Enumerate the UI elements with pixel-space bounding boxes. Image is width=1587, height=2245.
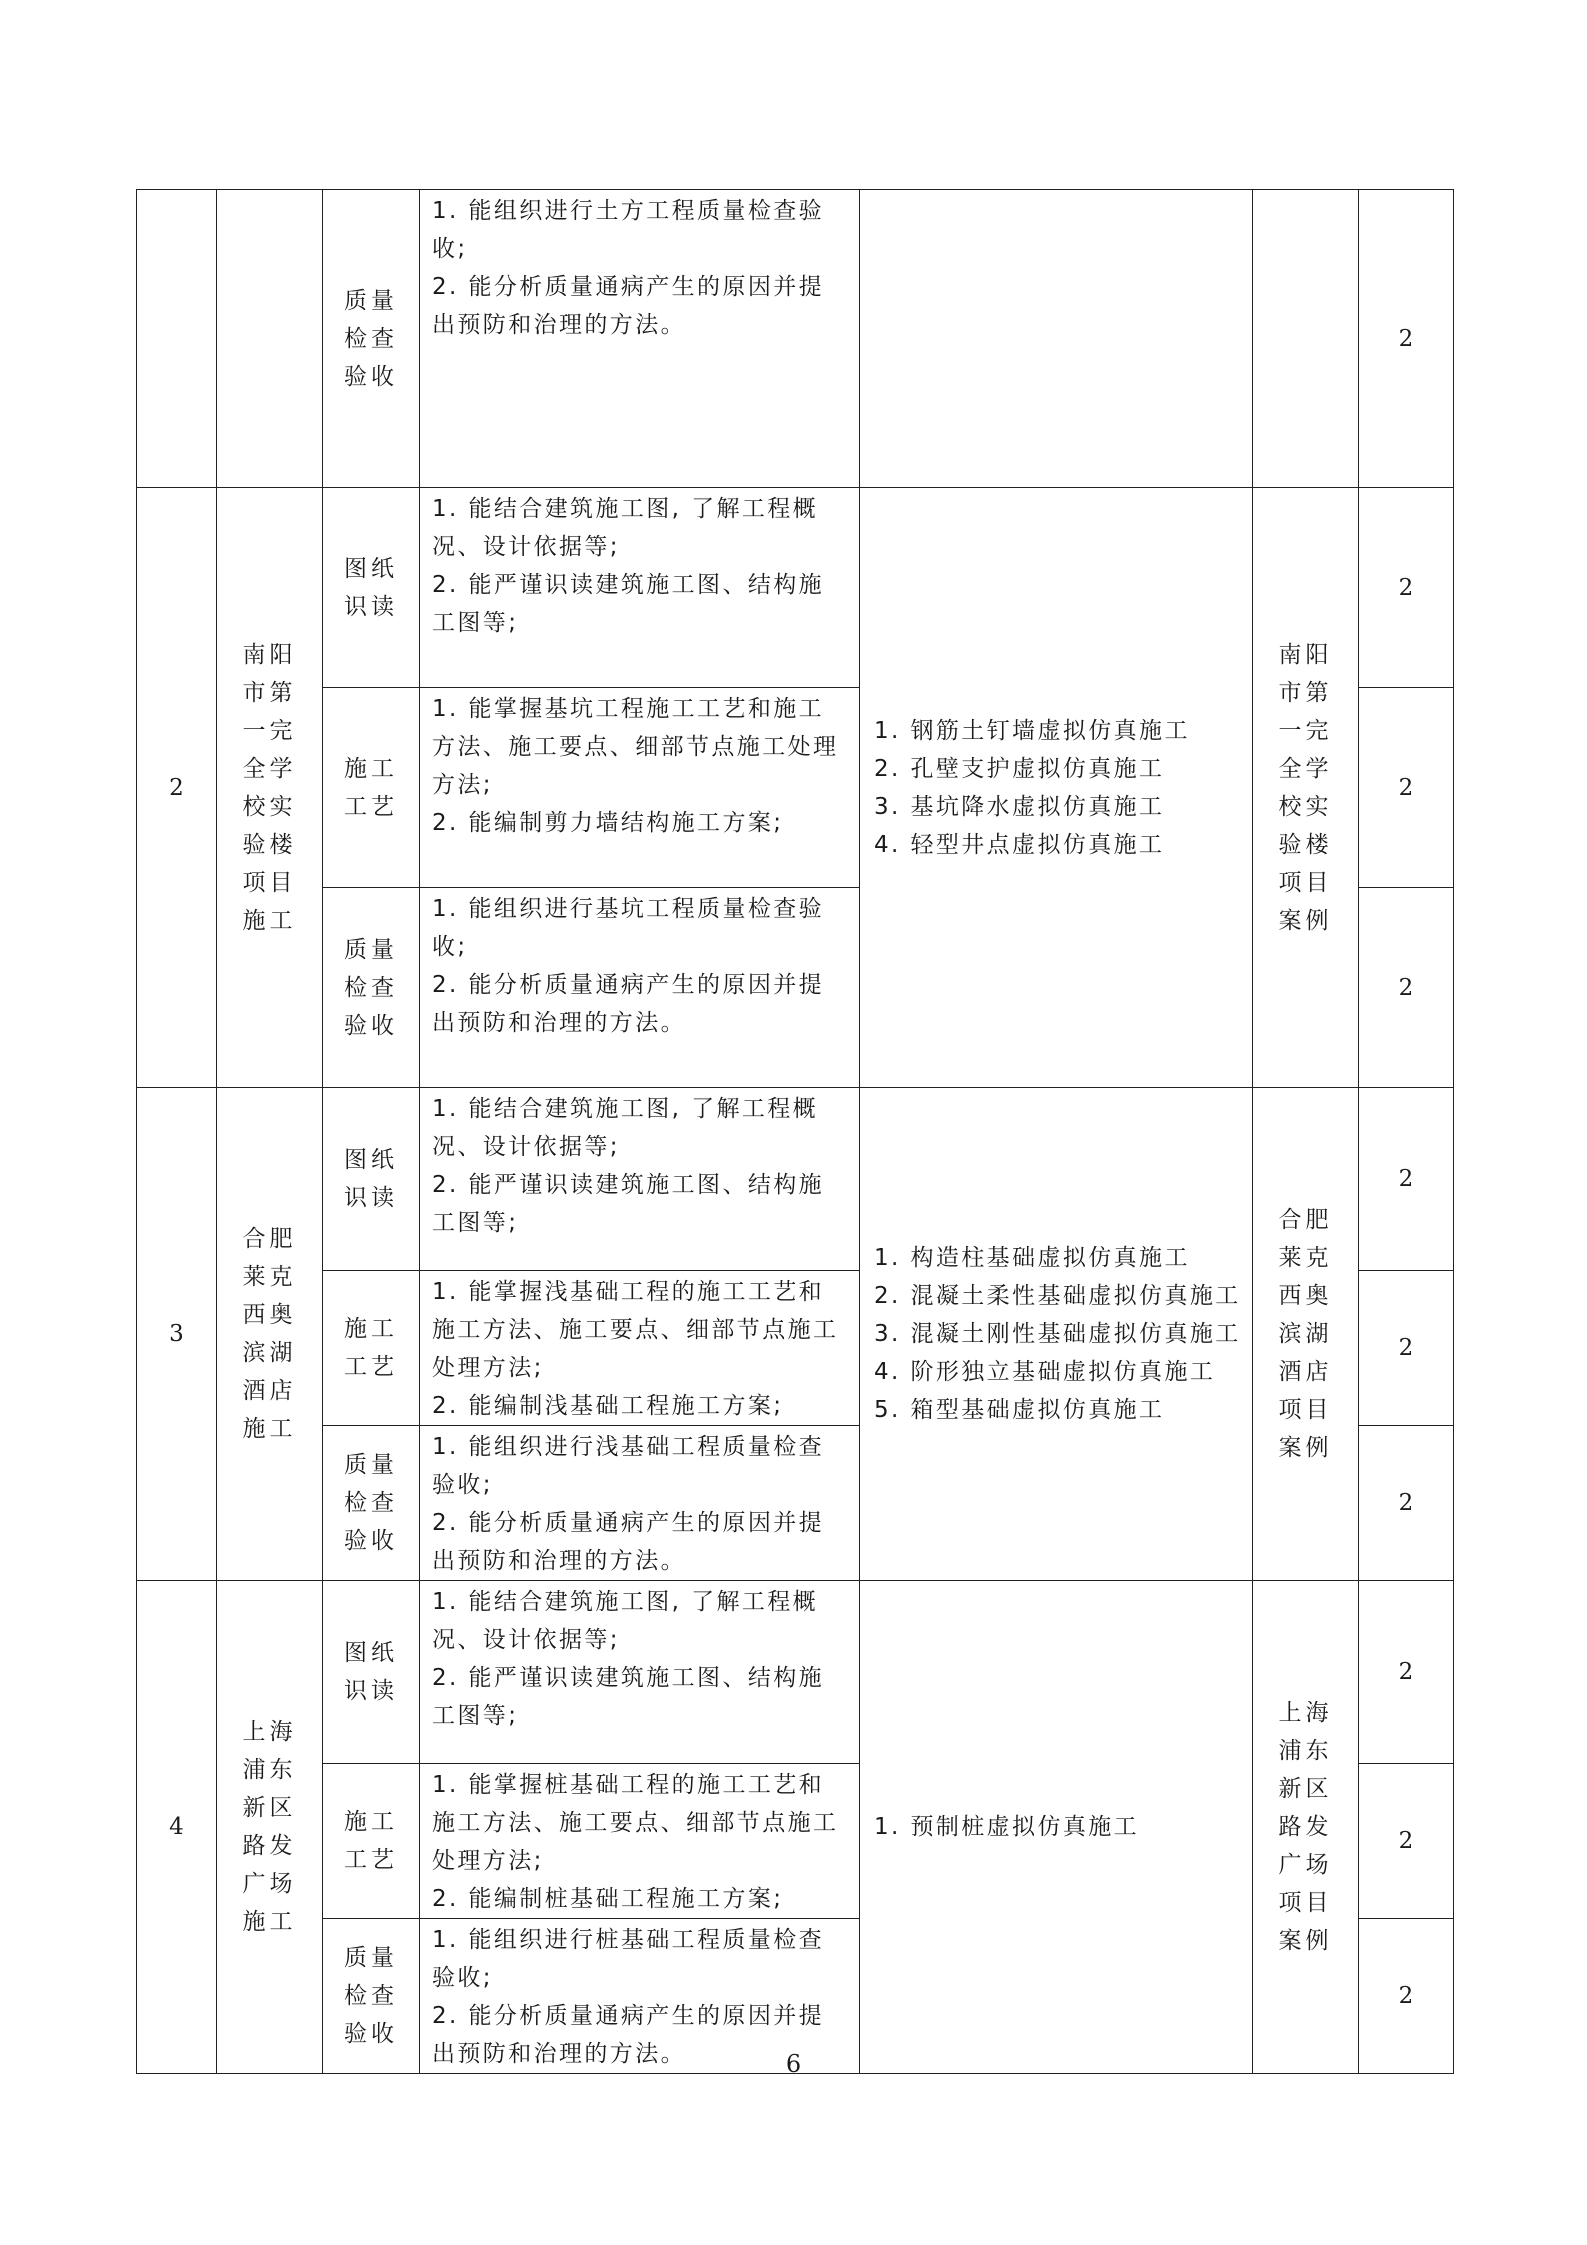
goal-cell [420,1088,860,1271]
table-row [137,1088,1454,1271]
task-hours: 2 [1398,774,1414,801]
project-cell [217,488,323,1088]
project-name: 南阳市第一完全学校实验楼项目施工 [242,641,297,934]
hours-cell [1359,1581,1454,1764]
task-name: 质量检查验收 [344,1452,398,1554]
task-cell [323,190,420,488]
goal-cell [420,1271,860,1426]
simulation-cell [860,1581,1253,2074]
task-name: 图纸识读 [344,1147,398,1211]
hours-cell [1359,1271,1454,1426]
case-name: 上海浦东新区路发广场项目案例 [1278,1700,1333,1954]
task-name: 图纸识读 [344,1640,398,1704]
task-name: 质量检查验收 [344,936,398,1039]
simulation-cell [860,1088,1253,1581]
task-goals: 1. 能掌握桩基础工程的施工工艺和施工方法、施工要点、细部节点施工处理方法; 2. 能编制桩基础工程施工方案; [432,1772,839,1912]
goal-cell [420,1581,860,1764]
goal-cell [420,190,860,488]
table-row [137,488,1454,688]
table-row [137,1581,1454,1764]
task-name: 施工工艺 [344,1809,398,1873]
task-goals: 1. 能结合建筑施工图, 了解工程概况、设计依据等; 2. 能严谨识读建筑施工图、结构施工图等; [432,1589,825,1729]
goal-cell [420,1764,860,1919]
project-name: 合肥莱克西奥滨湖酒店施工 [242,1226,297,1442]
task-hours: 2 [1398,574,1414,601]
task-cell [323,688,420,888]
case-name: 南阳市第一完全学校实验楼项目案例 [1278,641,1333,934]
task-cell [323,1088,420,1271]
hours-cell [1359,1764,1454,1919]
goal-cell [420,688,860,888]
project-cell [217,1581,323,2074]
goal-cell [420,1426,860,1581]
row-number-cell [137,1581,217,2074]
task-name: 施工工艺 [344,755,398,820]
project-cell [217,1088,323,1581]
task-cell [323,1764,420,1919]
case-cell [1253,1088,1359,1581]
simulation-list: 1. 钢筋土钉墙虚拟仿真施工 2. 孔壁支护虚拟仿真施工 3. 基坑降水虚拟仿真施工 4. 轻型井点虚拟仿真施工 [874,717,1190,858]
task-goals: 1. 能组织进行桩基础工程质量检查验收; 2. 能分析质量通病产生的原因并提出预防和治理的方法。 [432,1927,825,2067]
task-goals: 1. 能掌握基坑工程施工工艺和施工方法、施工要点、细部节点施工处理方法; 2. 能编制剪力墙结构施工方案; [432,696,839,836]
project-cell [217,190,323,488]
task-goals: 1. 能组织进行基坑工程质量检查验收; 2. 能分析质量通病产生的原因并提出预防和治理的方法。 [432,896,825,1036]
task-goals: 1. 能组织进行土方工程质量检查验收; 2. 能分析质量通病产生的原因并提出预防和治理的方法。 [432,198,825,338]
task-cell [323,1426,420,1581]
hours-cell [1359,888,1454,1088]
task-hours: 2 [1398,1828,1414,1854]
task-hours: 2 [1398,1166,1414,1192]
goal-cell [420,888,860,1088]
task-cell [323,1271,420,1426]
simulation-cell [860,190,1253,488]
row-number-cell [137,488,217,1088]
simulation-cell [860,488,1253,1088]
table-row [137,190,1454,488]
hours-cell [1359,488,1454,688]
task-cell [323,488,420,688]
simulation-list: 1. 构造柱基础虚拟仿真施工 2. 混凝土柔性基础虚拟仿真施工 3. 混凝土刚性基础虚拟仿真施工 4. 阶形独立基础虚拟仿真施工 5. 箱型基础虚拟仿真施工 [874,1245,1241,1423]
row-number: 3 [169,1321,184,1347]
hours-cell [1359,1426,1454,1581]
goal-cell [420,488,860,688]
task-hours: 2 [1398,325,1414,352]
hours-cell [1359,1088,1454,1271]
task-hours: 2 [1398,1983,1414,2009]
row-number: 2 [169,774,184,801]
task-hours: 2 [1398,1335,1414,1361]
task-cell [323,888,420,1088]
task-goals: 1. 能组织进行浅基础工程质量检查验收; 2. 能分析质量通病产生的原因并提出预防和治理的方法。 [432,1434,825,1574]
row-number: 4 [169,1814,184,1840]
task-name: 质量检查验收 [344,1945,398,2047]
hours-cell [1359,688,1454,888]
task-goals: 1. 能结合建筑施工图, 了解工程概况、设计依据等; 2. 能严谨识读建筑施工图、结构施工图等; [432,1096,825,1236]
task-hours: 2 [1398,1490,1414,1516]
case-cell [1253,1581,1359,2074]
task-name: 图纸识读 [344,555,398,620]
task-goals: 1. 能掌握浅基础工程的施工工艺和施工方法、施工要点、细部节点施工处理方法; 2. 能编制浅基础工程施工方案; [432,1279,839,1419]
row-number-cell [137,1088,217,1581]
hours-cell [1359,190,1454,488]
page-number: 6 [785,2050,802,2078]
task-hours: 2 [1398,1659,1414,1685]
task-name: 施工工艺 [344,1316,398,1380]
task-name: 质量检查验收 [344,287,398,390]
row-number-cell [137,190,217,488]
simulation-list: 1. 预制桩虚拟仿真施工 [874,1814,1140,1840]
task-cell [323,1581,420,1764]
case-name: 合肥莱克西奥滨湖酒店项目案例 [1278,1207,1333,1461]
task-hours: 2 [1398,974,1414,1001]
case-cell [1253,488,1359,1088]
case-cell [1253,190,1359,488]
task-goals: 1. 能结合建筑施工图, 了解工程概况、设计依据等; 2. 能严谨识读建筑施工图、结构施工图等; [432,496,825,636]
project-name: 上海浦东新区路发广场施工 [242,1719,297,1935]
course-plan-table [136,189,1454,2074]
